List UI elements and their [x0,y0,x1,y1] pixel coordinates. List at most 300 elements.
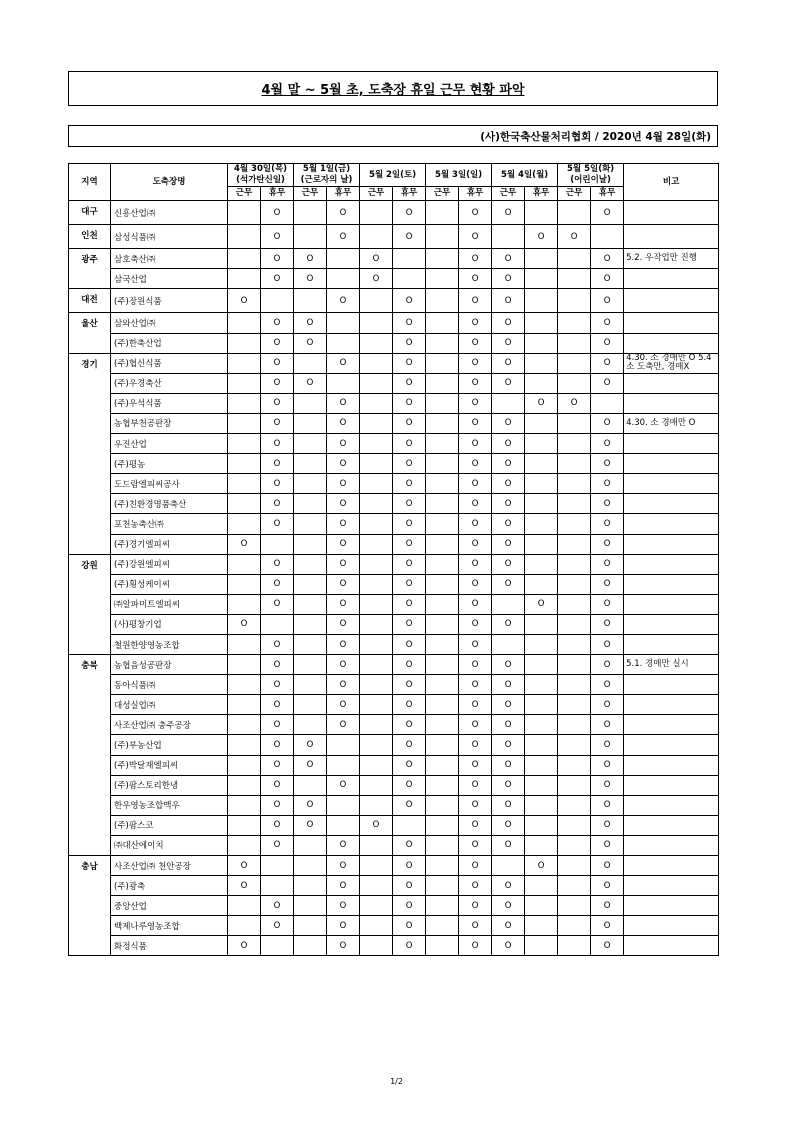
work-mark-cell: O [228,856,261,876]
off-mark-cell [327,269,360,289]
plant-name-cell: 농협음성공판장 [111,655,228,675]
off-mark-cell: O [393,594,426,614]
off-mark-cell [525,494,558,514]
note-cell: 5.1. 경매만 실시 [624,655,719,675]
off-mark-cell: O [393,634,426,654]
off-mark-cell [261,289,294,313]
off-mark-cell: O [591,514,624,534]
header-day-date: 5월 2일(토) [368,169,417,180]
off-mark-cell: O [459,313,492,333]
off-mark-cell [525,835,558,855]
off-mark-cell: O [459,373,492,393]
off-mark-cell [393,815,426,835]
off-mark-cell: O [261,494,294,514]
note-cell [624,434,719,454]
table-row [69,775,719,795]
work-mark-cell [294,393,327,413]
off-mark-cell: O [327,534,360,554]
work-mark-cell [228,201,261,225]
note-cell [624,225,719,249]
note-cell [624,695,719,715]
off-mark-cell: O [591,554,624,574]
off-mark-cell: O [459,269,492,289]
table-row [69,634,719,654]
work-mark-cell [294,413,327,433]
off-mark-cell: O [261,514,294,534]
header-work: 근무 [492,187,525,201]
plant-name-cell: 삼성식품㈜ [111,225,228,249]
page-number: 1/2 [390,1077,403,1086]
work-mark-cell [558,755,591,775]
work-mark-cell [360,916,393,936]
work-mark-cell [558,715,591,735]
off-mark-cell [525,434,558,454]
table-row [69,393,719,413]
off-mark-cell: O [525,393,558,413]
work-mark-cell [228,896,261,916]
off-mark-cell [525,353,558,373]
work-mark-cell: O [492,715,525,735]
off-mark-cell: O [459,434,492,454]
work-mark-cell: O [492,333,525,353]
work-mark-cell [294,634,327,654]
off-mark-cell [327,313,360,333]
work-mark-cell [558,614,591,634]
work-mark-cell: O [492,554,525,574]
work-mark-cell [426,413,459,433]
off-mark-cell: O [261,474,294,494]
note-cell: 4.30. 소 경매만 O 5.4 소 도축만, 경매X [624,353,719,373]
note-cell [624,514,719,534]
off-mark-cell: O [459,715,492,735]
header-work: 근무 [294,187,327,201]
region-cell: 대전 [69,289,111,313]
note-cell [624,289,719,313]
work-mark-cell [558,896,591,916]
work-mark-cell [426,634,459,654]
note-cell [624,634,719,654]
off-mark-cell [525,715,558,735]
work-mark-cell: O [492,434,525,454]
header-off: 휴무 [459,187,492,201]
work-mark-cell: O [228,289,261,313]
plant-name-cell: (주)평농 [111,454,228,474]
header-region: 지역 [69,164,111,201]
off-mark-cell [525,876,558,896]
work-mark-cell: O [492,775,525,795]
work-mark-cell [294,201,327,225]
work-mark-cell [228,373,261,393]
header-day-date: 5월 1일(금) [302,164,351,174]
work-mark-cell [294,474,327,494]
work-mark-cell [294,454,327,474]
table-row [69,574,719,594]
off-mark-cell: O [261,594,294,614]
work-mark-cell [492,594,525,614]
off-mark-cell: O [393,353,426,373]
off-mark-cell: O [261,201,294,225]
work-mark-cell [294,554,327,574]
work-mark-cell: O [492,755,525,775]
plant-name-cell: (주)횡성케이씨 [111,574,228,594]
plant-name-cell: (주)광축 [111,876,228,896]
work-mark-cell [228,795,261,815]
note-cell [624,574,719,594]
work-mark-cell: O [294,755,327,775]
table-row [69,614,719,634]
work-mark-cell [360,936,393,956]
note-cell [624,775,719,795]
off-mark-cell [525,675,558,695]
work-mark-cell: O [492,454,525,474]
work-mark-cell [228,434,261,454]
work-mark-cell: O [360,815,393,835]
work-mark-cell [558,936,591,956]
work-mark-cell: O [492,353,525,373]
note-cell [624,393,719,413]
work-mark-cell [558,514,591,534]
table-row [69,896,719,916]
work-mark-cell [558,594,591,614]
region-cell: 경기 [69,353,111,554]
header-day-0502 [360,164,426,187]
note-cell [624,373,719,393]
off-mark-cell: O [261,715,294,735]
plant-name-cell: (주)팜스토리한냉 [111,775,228,795]
off-mark-cell: O [327,775,360,795]
off-mark-cell: O [261,353,294,373]
work-mark-cell [360,775,393,795]
work-mark-cell [228,514,261,534]
work-mark-cell [228,755,261,775]
table-row [69,454,719,474]
work-mark-cell: O [228,614,261,634]
work-mark-cell: O [492,655,525,675]
work-mark-cell [228,695,261,715]
work-mark-cell: O [492,413,525,433]
off-mark-cell: O [393,574,426,594]
plant-name-cell: (주)한축산업 [111,333,228,353]
off-mark-cell [525,474,558,494]
off-mark-cell: O [393,494,426,514]
note-cell [624,815,719,835]
work-mark-cell [360,514,393,534]
work-mark-cell [558,554,591,574]
work-mark-cell [426,675,459,695]
off-mark-cell: O [591,835,624,855]
off-mark-cell [393,249,426,269]
plant-name-cell: 사조산업㈜ 충주공장 [111,715,228,735]
off-mark-cell: O [261,675,294,695]
document-title-box [68,71,718,106]
off-mark-cell: O [525,856,558,876]
work-mark-cell: O [294,269,327,289]
off-mark-cell: O [393,554,426,574]
header-work: 근무 [558,187,591,201]
work-mark-cell: O [492,675,525,695]
work-mark-cell [294,353,327,373]
header-day-holiday: (근로자의 날) [300,175,353,185]
header-day-0503 [426,164,492,187]
header-off: 휴무 [261,187,294,201]
work-mark-cell [360,735,393,755]
off-mark-cell [327,795,360,815]
header-day-0505 [558,164,624,187]
off-mark-cell [525,269,558,289]
work-mark-cell [360,333,393,353]
header-off: 휴무 [327,187,360,201]
work-mark-cell [228,594,261,614]
off-mark-cell [525,735,558,755]
work-mark-cell: O [360,269,393,289]
table-row [69,715,719,735]
work-mark-cell: O [228,876,261,896]
note-cell [624,269,719,289]
table-row [69,313,719,333]
table-row [69,474,719,494]
work-mark-cell [228,574,261,594]
work-mark-cell [228,474,261,494]
work-mark-cell [228,916,261,936]
off-mark-cell: O [591,936,624,956]
off-mark-cell: O [393,454,426,474]
work-mark-cell [426,835,459,855]
work-mark-cell [228,775,261,795]
note-cell: 4.30. 소 경매만 O [624,413,719,433]
work-mark-cell: O [492,534,525,554]
off-mark-cell: O [591,715,624,735]
header-off: 휴무 [591,187,624,201]
off-mark-cell: O [327,474,360,494]
off-mark-cell: O [591,655,624,675]
plant-name-cell: 한우영농조합맥우 [111,795,228,815]
work-mark-cell [558,916,591,936]
off-mark-cell: O [261,434,294,454]
work-mark-cell [228,675,261,695]
off-mark-cell: O [393,695,426,715]
plant-name-cell: (주)강원엘피씨 [111,554,228,574]
off-mark-cell: O [591,755,624,775]
work-mark-cell [426,856,459,876]
work-mark-cell [360,313,393,333]
plant-name-cell: 삼국산업 [111,269,228,289]
off-mark-cell: O [261,916,294,936]
work-mark-cell [360,695,393,715]
work-mark-cell [426,815,459,835]
off-mark-cell: O [591,574,624,594]
work-mark-cell [360,594,393,614]
off-mark-cell: O [525,225,558,249]
header-off: 휴무 [525,187,558,201]
off-mark-cell [591,393,624,413]
plant-name-cell: (주)우석식품 [111,393,228,413]
work-mark-cell [228,735,261,755]
note-cell [624,936,719,956]
off-mark-cell: O [261,815,294,835]
work-mark-cell [294,534,327,554]
off-mark-cell: O [459,554,492,574]
plant-name-cell: 화정식품 [111,936,228,956]
work-mark-cell [426,494,459,514]
note-cell [624,313,719,333]
region-cell: 울산 [69,313,111,353]
header-day-date: 5월 5일(화) [566,164,615,174]
work-mark-cell: O [294,249,327,269]
note-cell [624,594,719,614]
off-mark-cell [525,896,558,916]
off-mark-cell: O [327,554,360,574]
off-mark-cell [525,815,558,835]
plant-name-cell: (주)장원식품 [111,289,228,313]
work-mark-cell: O [492,835,525,855]
plant-name-cell: (사)평창기업 [111,614,228,634]
work-mark-cell: O [492,896,525,916]
work-mark-cell [294,675,327,695]
work-mark-cell [558,313,591,333]
header-day-date: 5월 3일(일) [434,169,483,180]
work-mark-cell: O [360,249,393,269]
work-mark-cell [228,554,261,574]
work-mark-cell: O [558,393,591,413]
off-mark-cell: O [591,333,624,353]
note-cell [624,333,719,353]
off-mark-cell: O [591,353,624,373]
header-plant-name: 도축장명 [111,164,228,201]
work-mark-cell [426,655,459,675]
work-mark-cell [558,413,591,433]
region-cell: 광주 [69,249,111,289]
work-mark-cell [228,835,261,855]
off-mark-cell: O [327,655,360,675]
off-mark-cell: O [327,876,360,896]
note-cell [624,916,719,936]
off-mark-cell [525,775,558,795]
work-mark-cell [558,249,591,269]
header-day-holiday: (어린이날) [570,175,611,185]
off-mark-cell [261,876,294,896]
work-mark-cell [360,715,393,735]
work-mark-cell [294,594,327,614]
work-mark-cell [558,675,591,695]
work-mark-cell [294,835,327,855]
off-mark-cell: O [591,775,624,795]
off-mark-cell: O [459,755,492,775]
work-mark-cell [426,333,459,353]
off-mark-cell: O [591,695,624,715]
table-row [69,333,719,353]
off-mark-cell: O [393,896,426,916]
work-mark-cell [426,201,459,225]
off-mark-cell: O [327,594,360,614]
work-mark-cell [360,655,393,675]
work-mark-cell [426,249,459,269]
off-mark-cell: O [393,534,426,554]
work-mark-cell [426,896,459,916]
work-mark-cell [360,413,393,433]
off-mark-cell: O [261,413,294,433]
work-mark-cell [294,574,327,594]
work-mark-cell [360,201,393,225]
off-mark-cell [525,574,558,594]
work-mark-cell [228,269,261,289]
schedule-table [68,163,719,956]
work-mark-cell [426,715,459,735]
off-mark-cell [525,755,558,775]
work-mark-cell [426,313,459,333]
off-mark-cell: O [261,225,294,249]
work-mark-cell [294,896,327,916]
plant-name-cell: 우진산업 [111,434,228,454]
off-mark-cell: O [459,614,492,634]
off-mark-cell: O [261,775,294,795]
off-mark-cell: O [459,876,492,896]
off-mark-cell: O [459,795,492,815]
off-mark-cell [327,735,360,755]
off-mark-cell [327,373,360,393]
off-mark-cell: O [393,735,426,755]
off-mark-cell: O [459,474,492,494]
off-mark-cell: O [591,634,624,654]
off-mark-cell: O [525,594,558,614]
off-mark-cell: O [327,896,360,916]
table-row [69,225,719,249]
work-mark-cell [294,715,327,735]
off-mark-cell: O [459,353,492,373]
off-mark-cell [525,249,558,269]
work-mark-cell [294,775,327,795]
off-mark-cell: O [591,434,624,454]
off-mark-cell: O [393,201,426,225]
work-mark-cell [360,225,393,249]
work-mark-cell: O [492,795,525,815]
off-mark-cell [525,333,558,353]
plant-name-cell: 신흥산업㈜ [111,201,228,225]
work-mark-cell: O [294,735,327,755]
table-row [69,795,719,815]
work-mark-cell [426,454,459,474]
note-cell [624,835,719,855]
table-row [69,373,719,393]
work-mark-cell [228,333,261,353]
off-mark-cell: O [591,454,624,474]
work-mark-cell [360,755,393,775]
off-mark-cell: O [459,393,492,413]
off-mark-cell: O [459,494,492,514]
work-mark-cell [558,815,591,835]
work-mark-cell [360,675,393,695]
off-mark-cell: O [591,594,624,614]
plant-name-cell: 농협부천공판장 [111,413,228,433]
work-mark-cell [426,594,459,614]
off-mark-cell [525,655,558,675]
work-mark-cell [426,936,459,956]
off-mark-cell: O [261,795,294,815]
work-mark-cell: O [294,815,327,835]
plant-name-cell: ㈜대산에이치 [111,835,228,855]
off-mark-cell: O [393,876,426,896]
off-mark-cell: O [261,333,294,353]
work-mark-cell: O [492,514,525,534]
off-mark-cell [261,856,294,876]
off-mark-cell: O [459,534,492,554]
off-mark-cell: O [591,795,624,815]
off-mark-cell: O [591,474,624,494]
work-mark-cell [426,393,459,413]
work-mark-cell [426,695,459,715]
plant-name-cell: (주)친환경명품축산 [111,494,228,514]
work-mark-cell [360,373,393,393]
work-mark-cell [558,201,591,225]
